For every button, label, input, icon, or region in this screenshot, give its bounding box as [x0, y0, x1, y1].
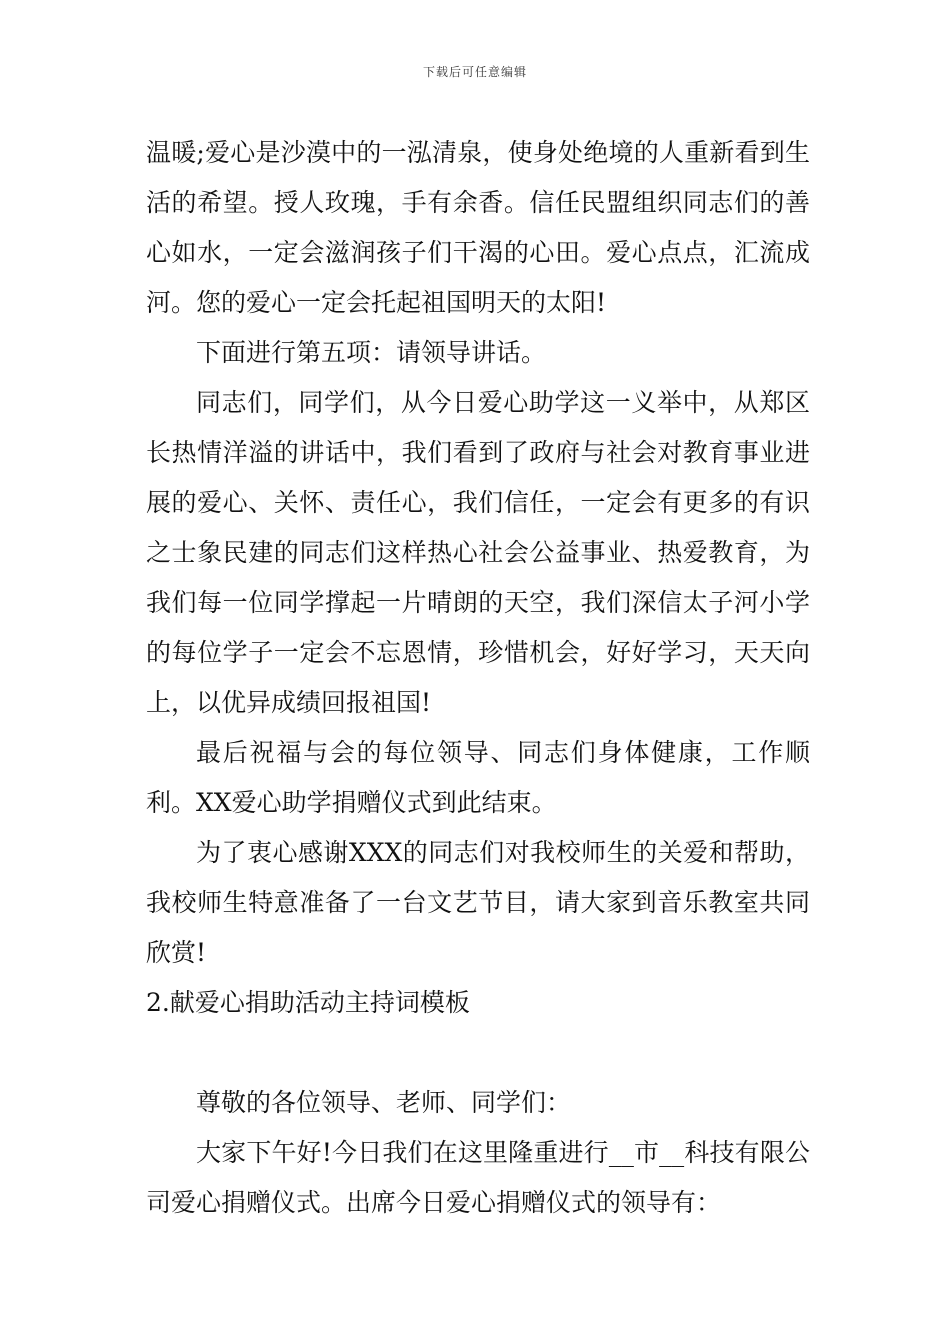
section-heading: 2.献爱心捐助活动主持词模板: [146, 988, 470, 1017]
paragraph-performance: 为了衷心感谢XXX的同志们对我校师生的关爱和帮助，我校师生特意准备了一台文艺节目，请大家到音乐教室共同欣赏!: [146, 838, 810, 967]
paragraph-salutation: 尊敬的各位领导、老师、同学们：: [196, 1088, 572, 1117]
document-body: [146, 128, 810, 1228]
paragraph-opening: 大家下午好!今日我们在这里隆重进行__市__科技有限公司爱心捐赠仪式。出席今日爱心捐赠仪式的领导有：: [146, 1138, 810, 1217]
paragraph-speech-summary: 同志们，同学们，从今日爱心助学这一义举中，从郑区长热情洋溢的讲话中，我们看到了政府与社会对教育事业进展的爱心、关怀、责任心，我们信任，一定会有更多的有识之士象民建的同志们这样热心社会公益事业、热爱教育，为我们每一位同学撑起一片晴朗的天空，我们深信太子河小学的每位学子一定会不忘恩情，珍惜机会，好好学习，天天向上，以优异成绩回报祖国!: [146, 388, 810, 717]
page-header: 下载后可任意编辑: [422, 65, 527, 79]
paragraph-item-five: 下面进行第五项：请领导讲话。: [196, 338, 547, 367]
paragraph-closing-love: 温暖;爱心是沙漠中的一泓清泉，使身处绝境的人重新看到生活的希望。授人玫瑰，手有余香。信任民盟组织同志们的善心如水，一定会滋润孩子们干渴的心田。爱心点点，汇流成河。您的爱心一定会托起祖国明天的太阳!: [146, 138, 810, 317]
blank-line: [146, 1028, 810, 1078]
paragraph-blessing: 最后祝福与会的每位领导、同志们身体健康，工作顺利。XX爱心助学捐赠仪式到此结束。: [146, 738, 810, 817]
